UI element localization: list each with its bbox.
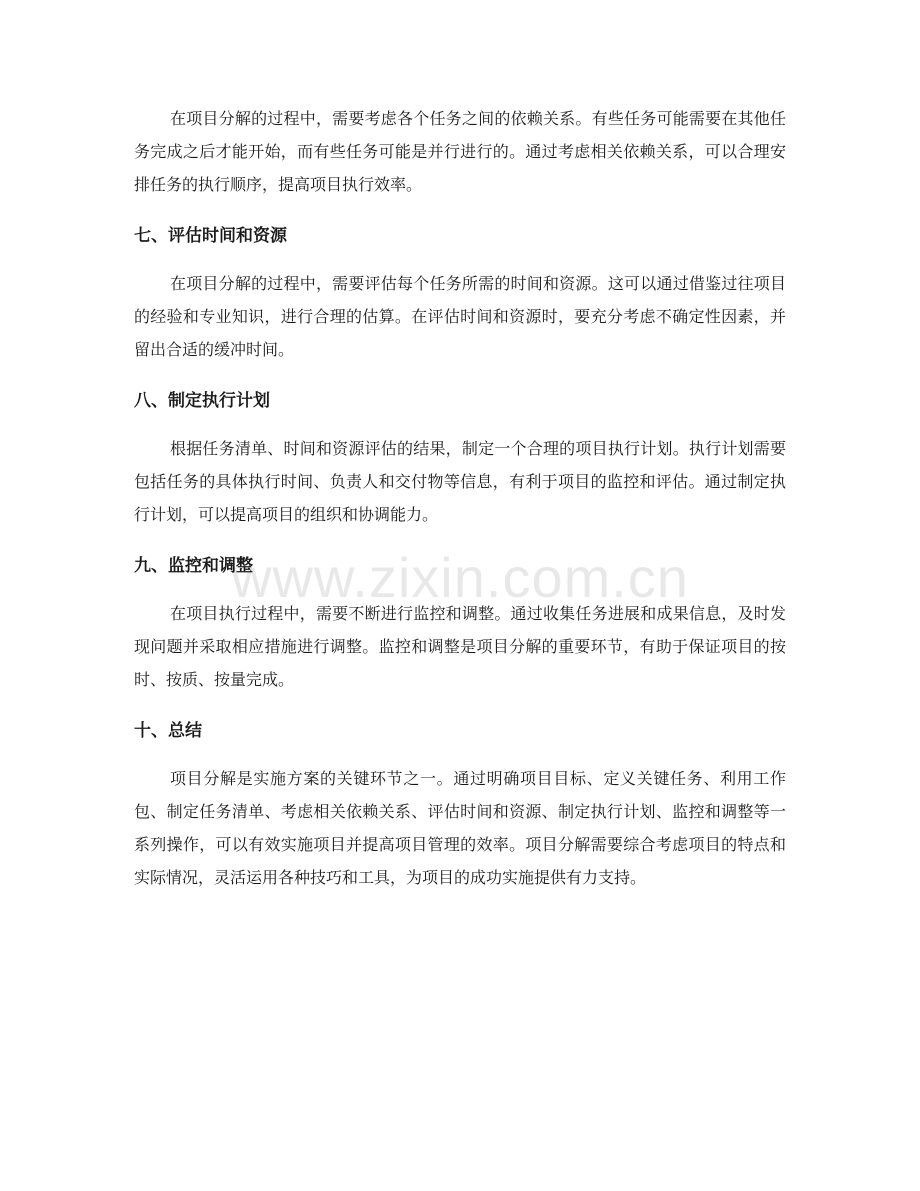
section-heading-10: 十、总结 xyxy=(134,721,202,741)
section-heading-7: 七、评估时间和资源 xyxy=(134,226,287,246)
section-body-10: 项目分解是实施方案的关键环节之一。通过明确项目目标、定义关键任务、利用工作包、制定任务清单、考虑相关依赖关系、评估时间和资源、制定执行计划、监控和调整等一系列操作，可以有效实施项目并提高项目管理的效率。项目分解需要综合考虑项目的特点和实际情况，灵活运用各种技巧和工具，为项目的成功实施提供有力支持。 xyxy=(134,769,786,887)
intro-paragraph: 在项目分解的过程中，需要考虑各个任务之间的依赖关系。有些任务可能需要在其他任务完成之后才能开始，而有些任务可能是并行进行的。通过考虑相关依赖关系，可以合理安排任务的执行顺序，提高项目执行效率。 xyxy=(134,109,786,194)
watermark: www.zixin.com.cn xyxy=(231,546,689,609)
section-body-7: 在项目分解的过程中，需要评估每个任务所需的时间和资源。这可以通过借鉴过往项目的经验和专业知识，进行合理的估算。在评估时间和资源时，要充分考虑不确定性因素，并留出合适的缓冲时间。 xyxy=(134,274,786,359)
document-body xyxy=(134,102,786,894)
section-heading-9: 九、监控和调整 xyxy=(134,556,253,576)
section-heading-8: 八、制定执行计划 xyxy=(134,391,270,411)
section-body-9: 在项目执行过程中，需要不断进行监控和调整。通过收集任务进展和成果信息，及时发现问题并采取相应措施进行调整。监控和调整是项目分解的重要环节，有助于保证项目的按时、按质、按量完成。 xyxy=(134,604,786,689)
section-body-8: 根据任务清单、时间和资源评估的结果，制定一个合理的项目执行计划。执行计划需要包括任务的具体执行时间、负责人和交付物等信息，有利于项目的监控和评估。通过制定执行计划，可以提高项目的组织和协调能力。 xyxy=(134,439,786,524)
